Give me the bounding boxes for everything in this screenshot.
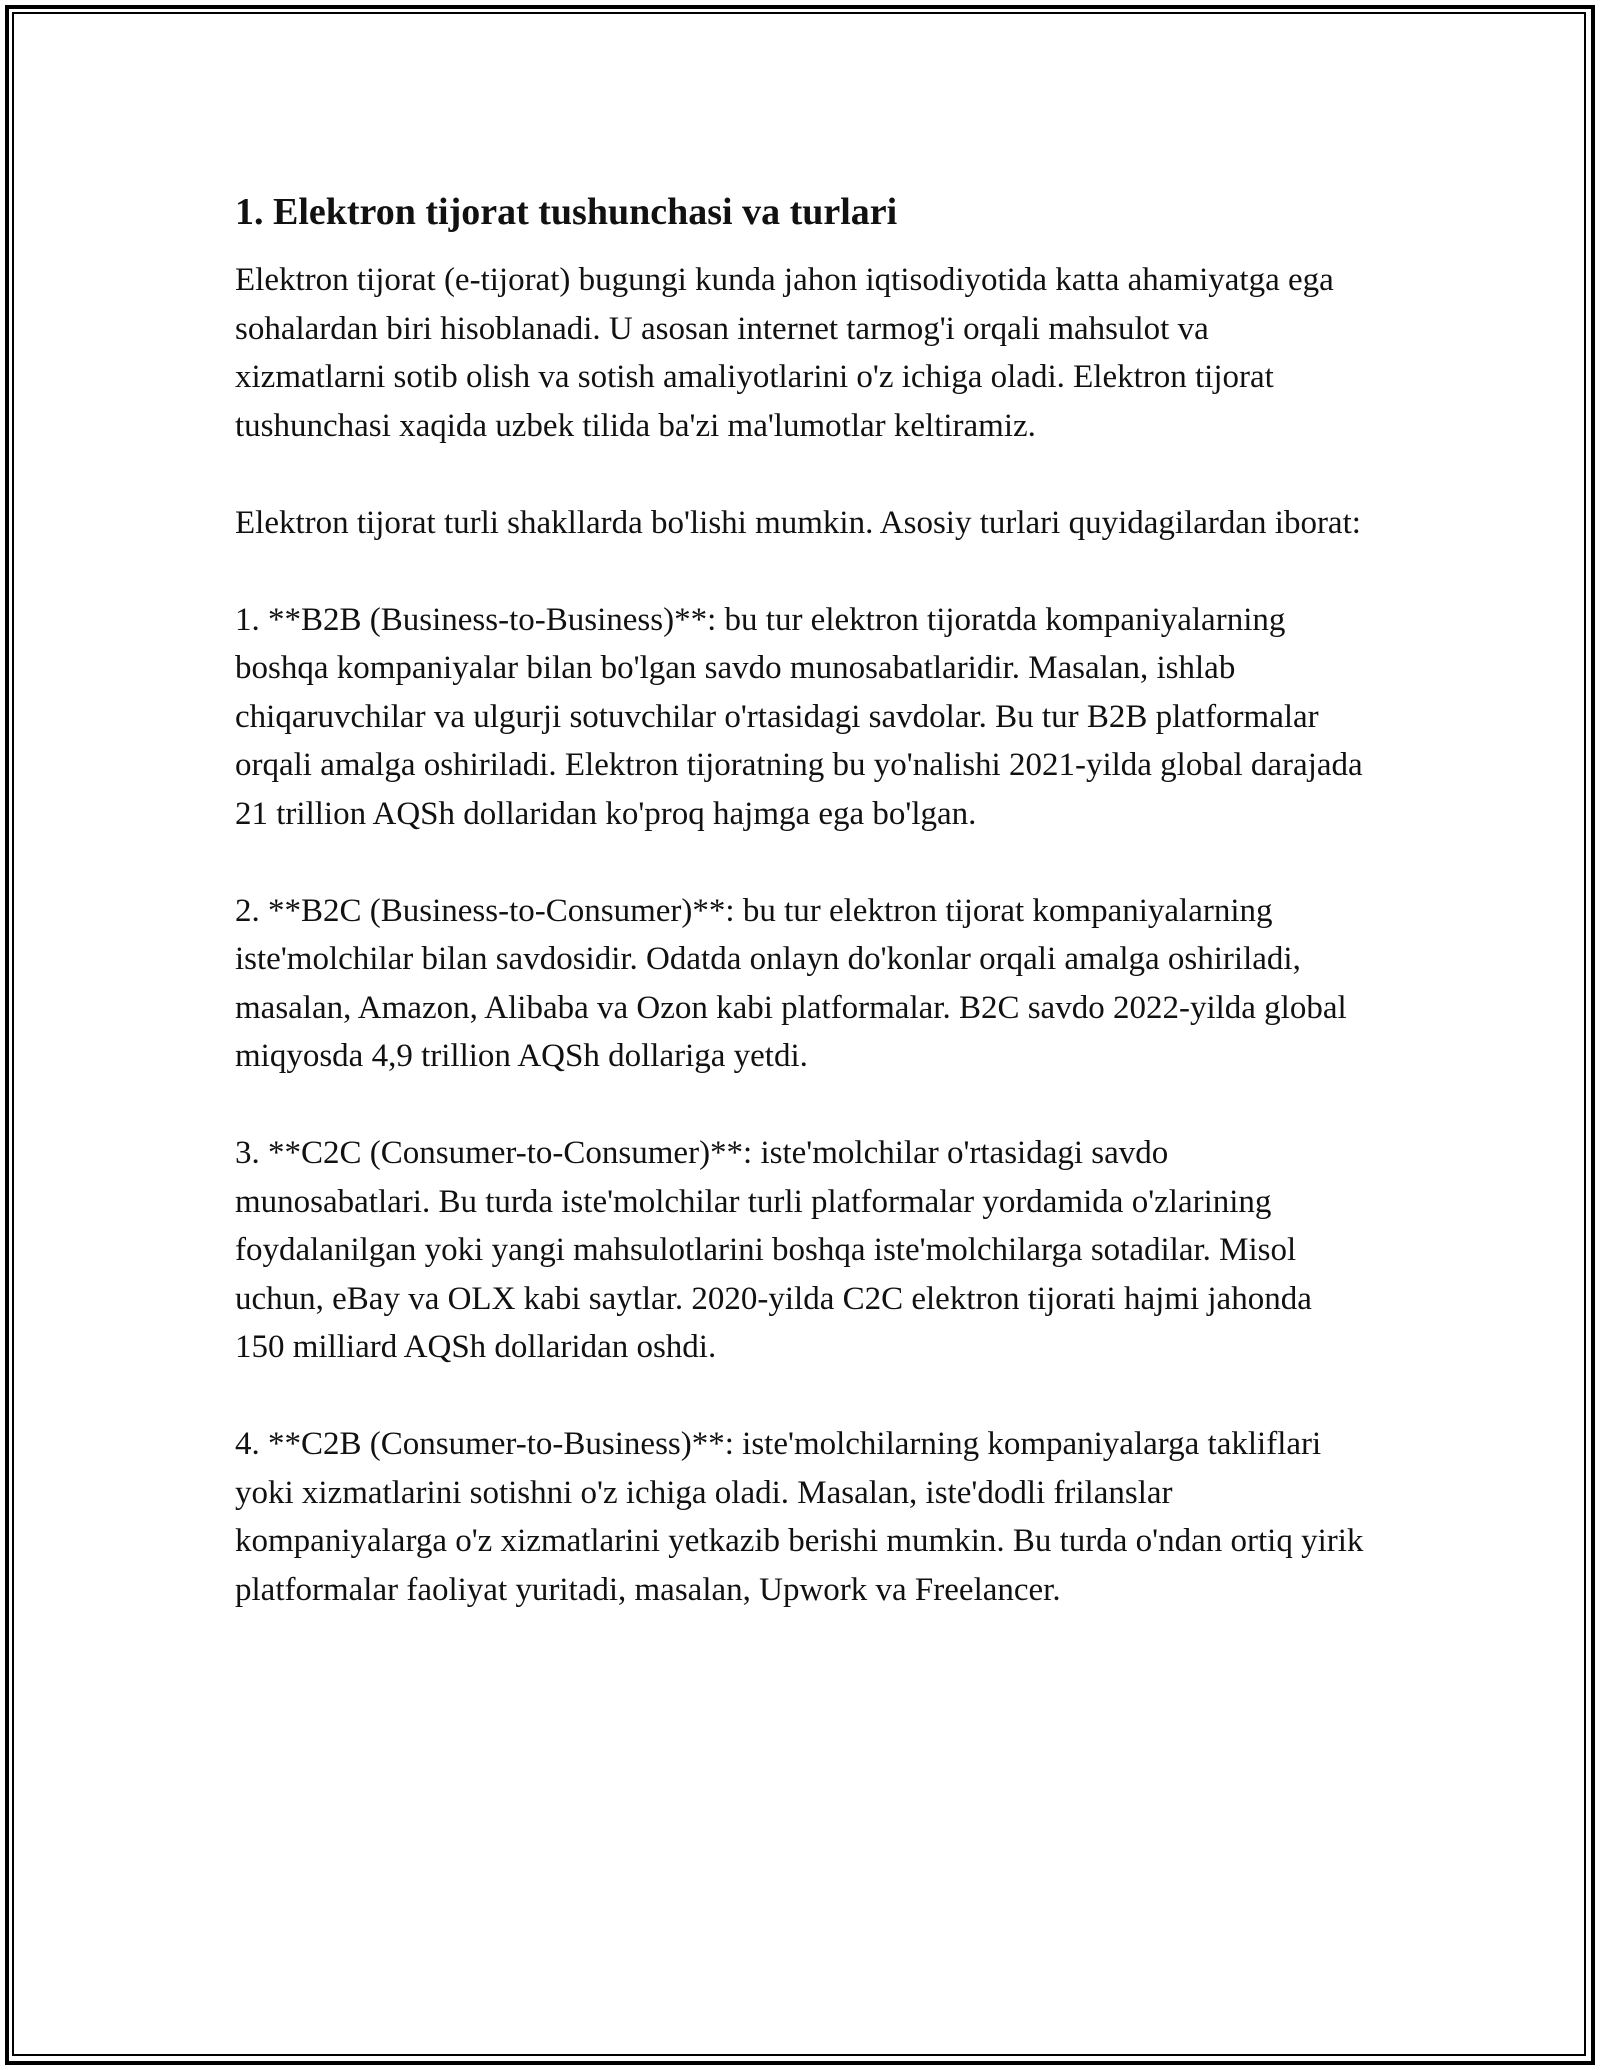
paragraph-c2b: 4. **C2B (Consumer-to-Business)**: iste'molchilarning kompaniyalarga takliflari yoki xizmatlarini sotishni o'z ichiga oladi. Masalan, iste'dodli frilanslar kompaniyalarga o'z xizmatlarini yetkazib berishi mumkin. Bu turda o'ndan ortiq yirik platformalar faoliyat yuritadi, masalan, Upwork va Freelancer. [235,1426,1364,1608]
paragraph-c2c: 3. **C2C (Consumer-to-Consumer)**: iste'molchilar o'rtasidagi savdo munosabatlari. Bu turda iste'molchilar turli platformalar yordamida o'zlarining foydalanilgan yoki yangi mahsulotlarini boshqa iste'molchilarga sotadilar. Misol uchun, eBay va OLX kabi saytlar. 2020-yilda C2C elektron tijorati hajmi jahonda 150 milliard AQSh dollaridan oshdi. [235,1135,1312,1365]
section-heading: 1. Elektron tijorat tushunchasi va turlari [235,191,898,233]
paragraph-b2b: 1. **B2B (Business-to-Business)**: bu tur elektron tijoratda kompaniyalarning boshqa kompaniyalar bilan bo'lgan savdo munosabatlaridir. Masalan, ishlab chiqaruvchilar va ulgurji sotuvchilar o'rtasidagi savdolar. Bu tur B2B platformalar orqali amalga oshiriladi. Elektron tijoratning bu yo'nalishi 2021-yilda global darajada 21 trillion AQSh dollaridan ko'proq hajmga ega bo'lgan. [235,601,1363,832]
paragraph-types-intro: Elektron tijorat turli shakllarda bo'lishi mumkin. Asosiy turlari quyidagilardan iborat: [235,504,1361,541]
document-body [235,188,1365,1614]
paragraph-intro: Elektron tijorat (e-tijorat) bugungi kunda jahon iqtisodiyotida katta ahamiyatga ega sohalardan biri hisoblanadi. U asosan internet tarmog'i orqali mahsulot va xizmatlarni sotib olish va sotish amaliyotlarini o'z ichiga oladi. Elektron tijorat tushunchasi xaqida uzbek tilida ba'zi ma'lumotlar keltiramiz. [235,262,1334,444]
paragraph-b2c: 2. **B2C (Business-to-Consumer)**: bu tur elektron tijorat kompaniyalarning iste'molchilar bilan savdosidir. Odatda onlayn do'konlar orqali amalga oshiriladi, masalan, Amazon, Alibaba va Ozon kabi platformalar. B2C savdo 2022-yilda global miqyosda 4,9 trillion AQSh dollariga yetdi. [235,892,1347,1074]
